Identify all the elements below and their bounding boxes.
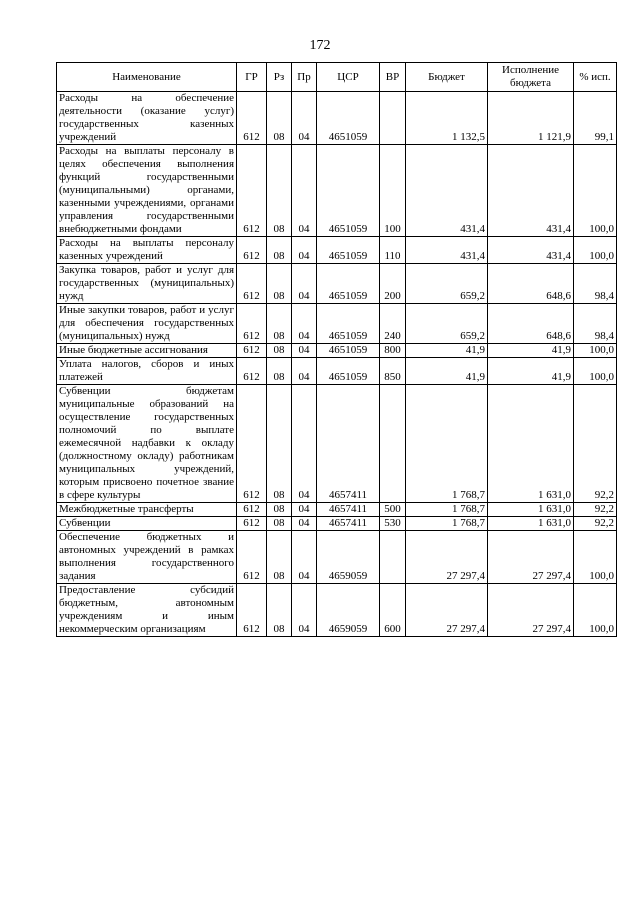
cell-execution: 1 631,0 [488,503,574,517]
cell-name: Субвенции бюджетам муниципальные образований на осуществление государственных полномочий по выплате ежемесячной надбавки к окладу (должностному окладу) работникам муниципальных учреждений, которым присвоено почетное звание в сфере культуры [57,385,237,503]
cell-budget: 659,2 [406,304,488,344]
cell-budget: 41,9 [406,358,488,385]
cell-budget: 1 768,7 [406,503,488,517]
cell-pr: 04 [292,237,317,264]
cell-csr: 4657411 [317,503,380,517]
cell-execution: 431,4 [488,237,574,264]
table-row [57,145,617,237]
cell-gr: 612 [237,237,267,264]
cell-csr: 4651059 [317,145,380,237]
cell-gr: 612 [237,358,267,385]
cell-execution: 1 631,0 [488,517,574,531]
table-row [57,304,617,344]
cell-csr: 4651059 [317,237,380,264]
cell-vr: 530 [380,517,406,531]
cell-csr: 4659059 [317,531,380,584]
cell-gr: 612 [237,385,267,503]
cell-rz: 08 [267,304,292,344]
cell-percent: 98,4 [574,264,617,304]
header-gr: ГР [237,63,267,92]
cell-budget: 1 768,7 [406,517,488,531]
cell-gr: 612 [237,503,267,517]
table-body [57,92,617,637]
cell-name: Уплата налогов, сборов и иных платежей [57,358,237,385]
cell-csr: 4651059 [317,304,380,344]
table-row [57,264,617,304]
cell-gr: 612 [237,264,267,304]
cell-execution: 1 121,9 [488,92,574,145]
cell-pr: 04 [292,584,317,637]
cell-gr: 612 [237,92,267,145]
cell-budget: 431,4 [406,237,488,264]
cell-vr [380,531,406,584]
cell-budget: 1 132,5 [406,92,488,145]
budget-table [56,62,617,637]
header-percent: % исп. [574,63,617,92]
cell-vr: 800 [380,344,406,358]
cell-csr: 4651059 [317,264,380,304]
cell-name: Предоставление субсидий бюджетным, автономным учреждениям и иным некоммерческим организациям [57,584,237,637]
cell-percent: 100,0 [574,237,617,264]
cell-rz: 08 [267,92,292,145]
cell-name: Обеспечение бюджетных и автономных учреждений в рамках выполнения государственного задания [57,531,237,584]
cell-rz: 08 [267,385,292,503]
cell-csr: 4651059 [317,92,380,145]
cell-csr: 4651059 [317,344,380,358]
cell-execution: 41,9 [488,358,574,385]
cell-rz: 08 [267,264,292,304]
cell-pr: 04 [292,385,317,503]
cell-rz: 08 [267,531,292,584]
table-row [57,503,617,517]
cell-name: Межбюджетные трансферты [57,503,237,517]
header-vr: ВР [380,63,406,92]
cell-percent: 100,0 [574,145,617,237]
table-row [57,344,617,358]
cell-pr: 04 [292,264,317,304]
cell-pr: 04 [292,304,317,344]
cell-percent: 92,2 [574,503,617,517]
cell-gr: 612 [237,304,267,344]
cell-pr: 04 [292,503,317,517]
cell-name: Расходы на обеспечение деятельности (оказание услуг) государственных казенных учреждений [57,92,237,145]
cell-csr: 4659059 [317,584,380,637]
cell-gr: 612 [237,145,267,237]
page-number: 172 [309,38,331,53]
cell-vr [380,385,406,503]
cell-percent: 98,4 [574,304,617,344]
cell-percent: 92,2 [574,517,617,531]
cell-pr: 04 [292,92,317,145]
cell-vr [380,92,406,145]
cell-vr: 100 [380,145,406,237]
table-row [57,358,617,385]
table-row [57,385,617,503]
cell-vr: 110 [380,237,406,264]
cell-pr: 04 [292,517,317,531]
header-rz: Рз [267,63,292,92]
cell-csr: 4651059 [317,358,380,385]
cell-rz: 08 [267,145,292,237]
cell-execution: 1 631,0 [488,385,574,503]
table-row [57,531,617,584]
cell-vr: 500 [380,503,406,517]
header-budget: Бюджет [406,63,488,92]
table-row [57,584,617,637]
cell-execution: 27 297,4 [488,531,574,584]
cell-gr: 612 [237,344,267,358]
cell-csr: 4657411 [317,517,380,531]
cell-budget: 27 297,4 [406,584,488,637]
cell-budget: 27 297,4 [406,531,488,584]
cell-pr: 04 [292,145,317,237]
cell-percent: 100,0 [574,358,617,385]
header-execution: Исполнение бюджета [488,63,574,92]
cell-vr: 200 [380,264,406,304]
cell-execution: 41,9 [488,344,574,358]
cell-percent: 92,2 [574,385,617,503]
cell-gr: 612 [237,531,267,584]
cell-vr: 600 [380,584,406,637]
cell-pr: 04 [292,358,317,385]
cell-name: Иные бюджетные ассигнования [57,344,237,358]
table-row [57,92,617,145]
cell-name: Иные закупки товаров, работ и услуг для обеспечения государственных (муниципальных) нужд [57,304,237,344]
cell-pr: 04 [292,344,317,358]
cell-name: Субвенции [57,517,237,531]
table-row [57,237,617,264]
cell-gr: 612 [237,584,267,637]
cell-execution: 431,4 [488,145,574,237]
cell-name: Расходы на выплаты персоналу казенных учреждений [57,237,237,264]
cell-rz: 08 [267,517,292,531]
cell-vr: 240 [380,304,406,344]
cell-vr: 850 [380,358,406,385]
cell-gr: 612 [237,517,267,531]
cell-budget: 431,4 [406,145,488,237]
header-pr: Пр [292,63,317,92]
cell-execution: 648,6 [488,304,574,344]
cell-execution: 648,6 [488,264,574,304]
cell-budget: 659,2 [406,264,488,304]
cell-pr: 04 [292,531,317,584]
cell-budget: 41,9 [406,344,488,358]
header-csr: ЦСР [317,63,380,92]
cell-name: Закупка товаров, работ и услуг для государственных (муниципальных) нужд [57,264,237,304]
cell-rz: 08 [267,237,292,264]
cell-rz: 08 [267,584,292,637]
cell-csr: 4657411 [317,385,380,503]
cell-rz: 08 [267,344,292,358]
table-header-row [57,63,617,92]
cell-percent: 100,0 [574,584,617,637]
cell-execution: 27 297,4 [488,584,574,637]
cell-percent: 99,1 [574,92,617,145]
cell-rz: 08 [267,503,292,517]
cell-rz: 08 [267,358,292,385]
cell-percent: 100,0 [574,344,617,358]
cell-name: Расходы на выплаты персоналу в целях обеспечения выполнения функций государственными (муниципальными) органами, казенными учреждениями, органами управления государственными внебюджетными фондами [57,145,237,237]
table-row [57,517,617,531]
cell-budget: 1 768,7 [406,385,488,503]
header-name: Наименование [57,63,237,92]
cell-percent: 100,0 [574,531,617,584]
